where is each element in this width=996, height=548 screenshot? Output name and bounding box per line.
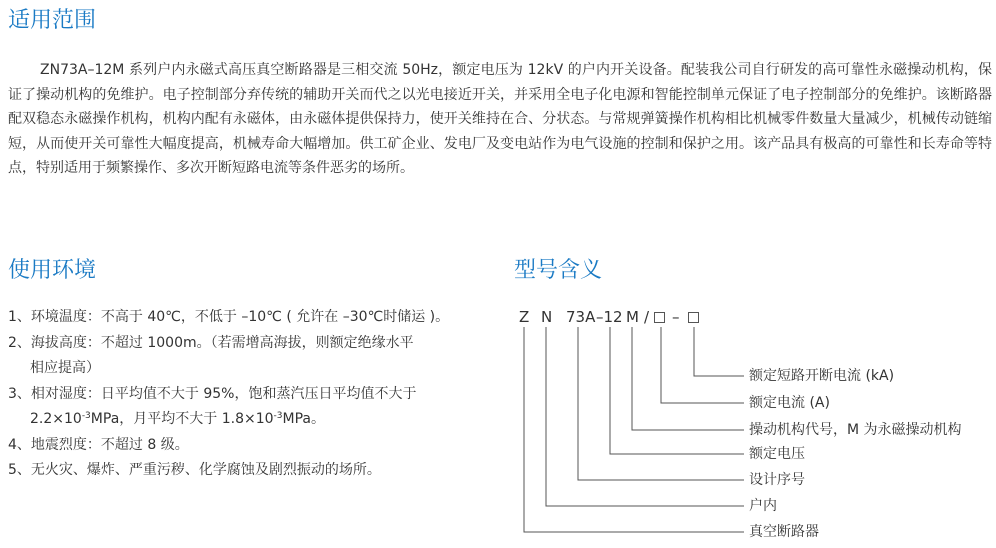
label-design: 设计序号 [749,472,805,488]
leader-rated-current [661,327,744,403]
section-title-model: 型号含义 [514,258,603,283]
label-indoor: 户内 [749,498,777,514]
section-title-scope: 适用范围 [8,8,97,33]
code-voltage: –12 [596,308,623,326]
env-item-altitude: 2、海拔高度：不超过 1000m。（若需增高海拔，则额定绝缘水平 [8,334,414,351]
scope-paragraph: ZN73A–12M 系列户内永磁式高压真空断路器是三相交流 50Hz，额定电压为 12kV 的户内开关设备。配装我公司自行研发的高可靠性永磁操动机构，保证了操动机构的免维护。电子控制部分弃传统的辅助开关而代之以光电接近开关，并采用全电子化电源和智能控制单元保证了电子控制部分的免维护。该断路器配双稳态永磁操作机构，机构内配有永磁体，由永磁体提供保持力，使开关维持在合、分状态。与常规弹簧操作机构相比机械零件数量大量减少，机械传动链缩短，从而使开关可靠性大幅度提高，机械寿命大幅增加。供工矿企业、发电厂及变电站作为电气设施的控制和保护之用。该产品具有极高的可靠性和长寿命等特点，特别适用于频繁操作、多次开断短路电流等条件恶劣的场所。 [8,62,992,177]
code-letter-m: M [626,308,639,326]
env-item-site: 5、无火灾、爆炸、严重污秽、化学腐蚀及剧烈振动的场所。 [8,462,381,478]
label-vacuum: 真空断路器 [749,524,819,540]
leader-voltage [610,327,744,454]
section-title-environment: 使用环境 [8,258,97,283]
code-letter-z: Z [519,308,530,326]
leader-indoor [546,327,744,506]
humidity-unit-b: ×10 [243,411,274,427]
humidity-exp-a: -3 [81,411,91,421]
humidity-unit-a: ×10 [52,411,82,427]
env-item-seismic: 4、地震烈度：不超过 8 级。 [8,436,189,453]
leader-mechanism [632,327,744,430]
humidity-tail: MPa。 [282,411,325,427]
code-letter-n: N [541,308,553,326]
code-dash: – [672,308,680,326]
humidity-value-month: MPa，月平均不大于 1.8 [90,411,244,427]
label-mechanism: 操动机构代号，M 为永磁操动机构 [749,422,962,438]
code-series: 73A [566,308,596,326]
label-rated-current: 额定电流 (A) [749,395,830,411]
label-voltage: 额定电压 [749,446,805,462]
env-item-humidity: 3、相对湿度：日平均值不大于 95%，饱和蒸汽压日平均值不大于 [8,385,417,402]
label-breaking-current: 额定短路开断电流 (kA) [749,368,895,384]
env-item-temperature: 1、环境温度：不高于 40℃，不低于 –10℃ ( 允许在 –30℃时储运 )。 [8,309,450,325]
leader-breaking-current [694,327,744,376]
humidity-value-day: 2.2 [30,411,53,427]
code-slash: / [644,308,650,326]
humidity-exp-b: -3 [273,411,283,421]
env-item-altitude-cont: 相应提高） [30,360,100,376]
